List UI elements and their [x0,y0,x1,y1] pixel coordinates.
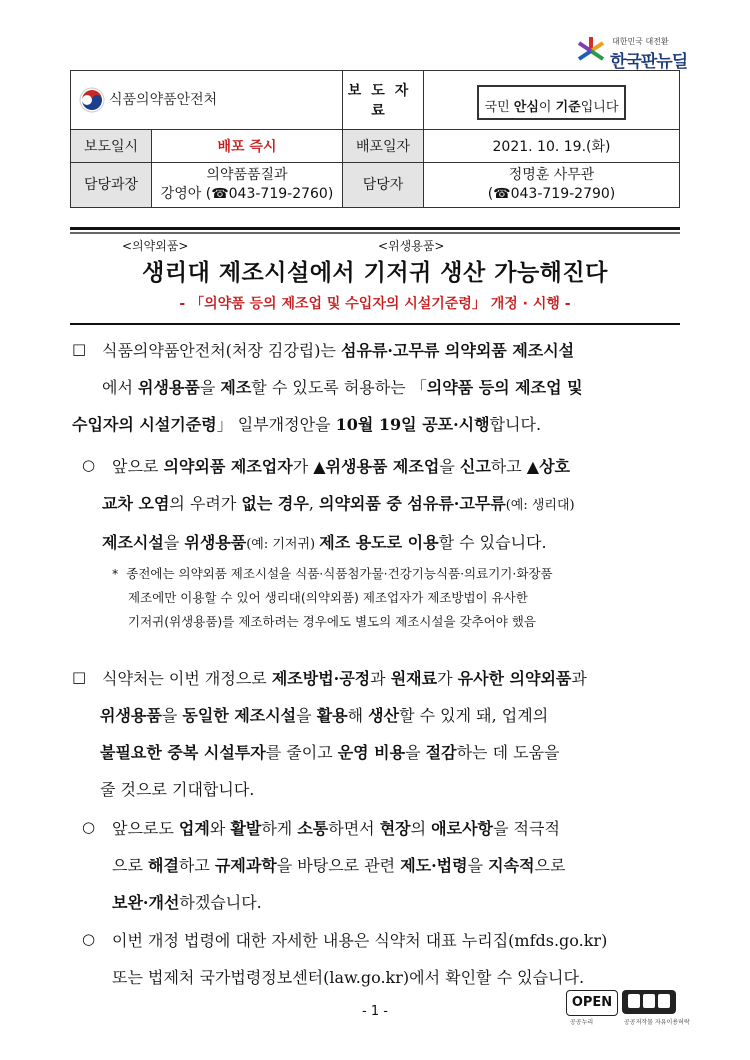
headline-main: 생리대 제조시설에서 기저귀 생산 가능해진다 [142,260,608,286]
manager-value [152,163,343,208]
square-bullet-2: □ [72,668,87,686]
open-label: OPEN [566,990,618,1016]
release-time-label: 보도일시 [71,130,152,163]
slogan-cell [424,71,680,130]
page-number: - 1 - [362,1004,388,1019]
circle-bullet-1: ○ [82,456,96,474]
paragraph-5: 이번 개정 법령에 대한 자세한 내용은 식약처 대표 누리집(mfds.go.kr) 또는 법제처 국가법령정보센터(law.go.kr)에서 확인할 수 있습니다. [112,931,608,987]
circle-bullet-3: ○ [82,930,96,948]
headline-block [70,227,680,325]
contact-person-phone: (☎043-719-2790) [487,186,616,202]
footnote: * 종전에는 의약외품 제조시설을 식품·식품첨가물·건강기능식품·의료기기·화장품 제조에만 이용할 수 있어 생리대(의약외품) 제조업자가 제조방법이 유사한 기저귀(위생용품)를 제조하려는 경우에도 별도의 제조시설을 갖추어야 했음 [112,566,553,629]
paragraph-3: 식약처는 이번 개정으로 제조방법·공정과 원재료가 유사한 의약외품과 위생용품을 동일한 제조시설을 활용해 생산할 수 있게 돼, 업계의 불필요한 중복 시설투자를 줄이고 운영 비용을 절감하는 데 도움을 줄 것으로 기대합니다. [100,669,587,799]
slogan: 국민 안심이 기준입니다 [477,93,627,120]
square-bullet-1: □ [72,340,87,358]
noncommercial-icon [643,994,655,1008]
contact-person-label: 담당자 [343,163,424,208]
manager-contact: 강영아 (☎043-719-2760) [160,186,334,202]
manager-label: 담당과장 [71,163,152,208]
open-caption: 공공누리 [570,1019,594,1026]
korean-new-deal-logo [574,30,692,74]
paragraph-1: 식품의약품안전처(처장 김강립)는 섬유류·고무류 의약외품 제조시설 에서 위생용품을 제조할 수 있도록 허용하는 「의약품 등의 제조업 및 수입자의 시설기준령」 일부개정안을 10월 19일 공포·시행합니다. [72,341,583,434]
logo-small-text: 대한민국 대전환 [612,37,669,46]
attribution-icon [628,994,640,1008]
agency-cell [71,71,343,130]
release-date-label: 배포일자 [343,130,424,163]
contact-person-value [424,163,680,208]
release-time-value: 배포 즉시 [152,130,343,163]
logo-big-text: 한국판뉴딜 [610,52,688,72]
manager-dept: 의약품품질과 [206,167,288,183]
release-date-value: 2021. 10. 19.(화) [424,130,680,163]
page-title: 보도자료 [343,71,424,130]
license-icons [622,990,676,1014]
press-release-header [70,70,680,208]
agency-name: 식품의약품안전처 [109,92,218,108]
circle-bullet-2: ○ [82,818,96,836]
government-seal-icon [79,87,105,113]
paragraph-4: 앞으로도 업계와 활발하게 소통하면서 현장의 애로사항을 적극적 으로 해결하고 규제과학을 바탕으로 관련 제도·법령을 지속적으로 보완·개선하겠습니다. [112,819,566,912]
noderivs-icon [658,994,670,1008]
new-deal-flag-icon [574,34,608,68]
paragraph-2: 앞으로 의약외품 제조업자가 ▲위생용품 제조업을 신고하고 ▲상호 교차 오염의 우려가 없는 경우, 의약외품 중 섬유류·고무류(예: 생리대) 제조시설을 위생용품(예: 기저귀) 제조 용도로 이용할 수 있습니다. [102,457,575,552]
kogl-open-license-badge [566,990,690,1026]
headline-sub: - 「의약품 등의 제조업 및 수입자의 시설기준령」 개정 · 시행 - [179,296,571,312]
contact-person-name: 정명훈 사무관 [508,167,595,183]
tag-sanitary-product: <위생용품> [378,239,445,253]
license-caption: 공공저작물 자유이용허락 [624,1019,690,1026]
tag-quasi-drug: <의약외품> [122,239,189,253]
